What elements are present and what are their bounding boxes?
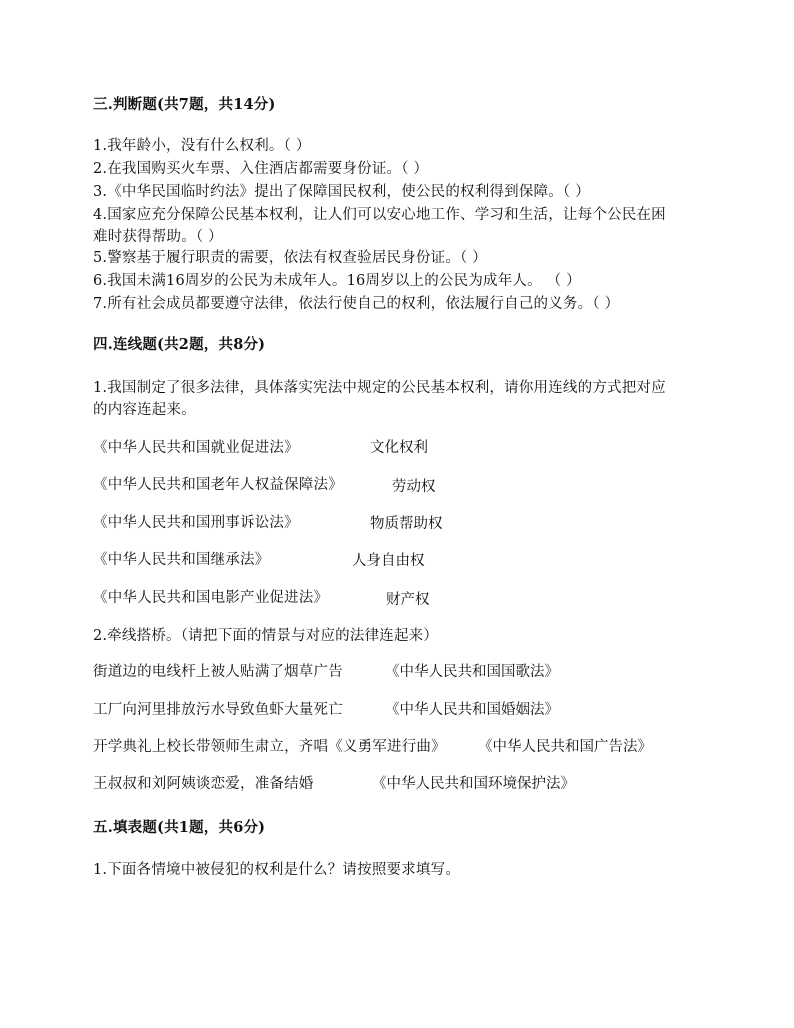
right-item-4: 人身自由权 (352, 553, 425, 569)
section-5-title: 五.填表题(共1题，共6分) (93, 819, 266, 836)
scene-law-1: 《中华人民共和国国歌法》 (385, 664, 559, 680)
scene-item-4: 王叔叔和刘阿姨谈恋爱，准备结婚 (93, 776, 314, 792)
section-4-title: 四.连线题(共2题，共8分) (93, 336, 266, 353)
section-3-title: 三.判断题(共7题，共14分) (93, 96, 276, 113)
right-item-2: 劳动权 (392, 479, 436, 495)
scene-item-3: 开学典礼上校长带领师生肃立，齐唱《义勇军进行曲》 (93, 739, 446, 755)
scene-item-1: 街道边的电线杆上被人贴满了烟草广告 (93, 664, 343, 680)
judgment-item-7: 7.所有社会成员都要遵守法律，依法行使自己的权利，依法履行自己的义务。（ ） (93, 296, 620, 312)
matching-q1-line2: 的内容连起来。 (93, 402, 196, 418)
scene-item-2: 工厂向河里排放污水导致鱼虾大量死亡 (93, 702, 343, 718)
judgment-item-1: 1.我年龄小，没有什么权利。（ ） (93, 138, 311, 154)
right-item-1: 文化权利 (370, 440, 428, 456)
scene-law-4: 《中华人民共和国环境保护法》 (372, 776, 575, 792)
law-item-3: 《中华人民共和国刑事诉讼法》 (93, 515, 299, 531)
scene-law-2: 《中华人民共和国婚姻法》 (385, 702, 559, 718)
judgment-item-4: 4.国家应充分保障公民基本权利，让人们可以安心地工作、学习和生活，让每个公民在困 (93, 207, 666, 223)
right-item-3: 物质帮助权 (370, 516, 443, 532)
law-item-5: 《中华人民共和国电影产业促进法》 (93, 590, 329, 606)
law-item-4: 《中华人民共和国继承法》 (93, 552, 270, 568)
matching-q2-title: 2.牵线搭桥。（请把下面的情景与对应的法律连起来） (93, 628, 439, 644)
scene-law-3: 《中华人民共和国广告法》 (478, 739, 652, 755)
matching-q1-line1: 1.我国制定了很多法律，具体落实宪法中规定的公民基本权利，请你用连线的方式把对应 (93, 380, 666, 396)
law-item-1: 《中华人民共和国就业促进法》 (93, 440, 299, 456)
judgment-item-2: 2.在我国购买火车票、入住酒店都需要身份证。（ ） (93, 161, 429, 177)
judgment-item-4-cont: 难时获得帮助。（ ） (93, 229, 223, 245)
fill-table-q1: 1.下面各情境中被侵犯的权利是什么？请按照要求填写。 (93, 862, 461, 878)
judgment-item-3: 3.《中华民国临时约法》提出了保障国民权利，使公民的权利得到保障。（ ） (93, 184, 590, 200)
right-item-5: 财产权 (386, 592, 430, 608)
judgment-item-5: 5.警察基于履行职责的需要，依法有权查验居民身份证。（ ） (93, 250, 487, 266)
judgment-item-6: 6.我国未满16周岁的公民为未成年人。16周岁以上的公民为成年人。 （ ） (93, 273, 581, 289)
law-item-2: 《中华人民共和国老年人权益保障法》 (93, 477, 343, 493)
